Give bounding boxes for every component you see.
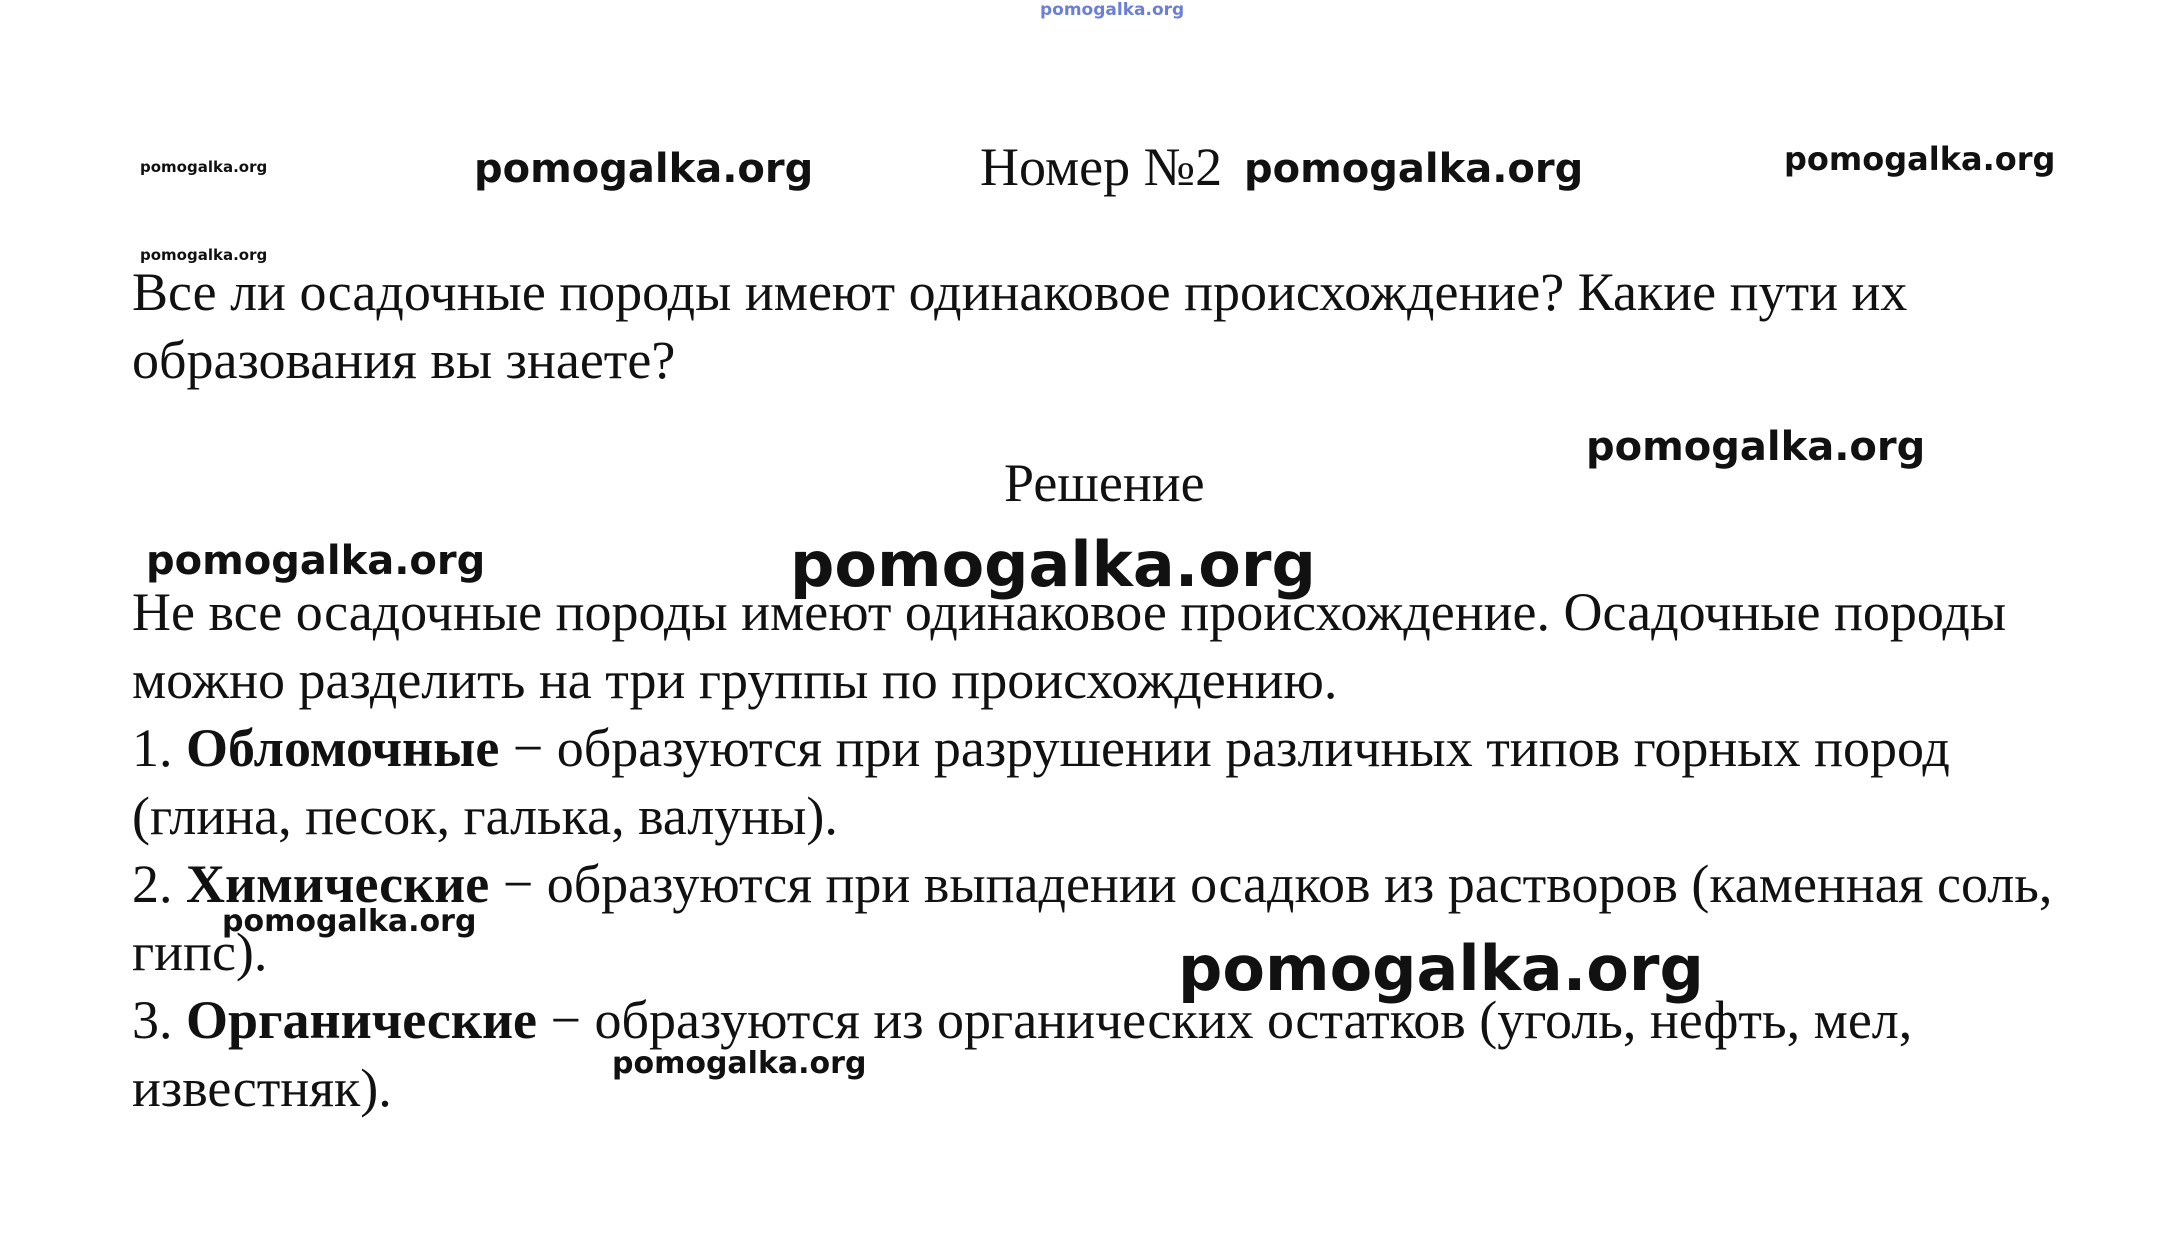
item-number: 1. — [132, 718, 173, 778]
answer-block — [132, 578, 2112, 1122]
watermark-large-lower: pomogalka.org — [1178, 932, 1704, 1005]
answer-item-1 — [132, 714, 2112, 850]
item-term: Обломочные — [186, 718, 500, 778]
watermark-header-center: pomogalka.org — [1244, 146, 1584, 192]
watermark-bottom: pomogalka.org — [612, 1046, 867, 1081]
item-term: Органические — [186, 990, 538, 1050]
solution-heading: Решение — [1004, 453, 1205, 513]
watermark-solution-left: pomogalka.org — [146, 538, 486, 584]
watermark-header-right: pomogalka.org — [1784, 140, 2056, 178]
watermark-small-top-left: pomogalka.org — [140, 158, 268, 176]
question-text: Все ли осадочные породы имеют одинаковое происхождение? Какие пути их образования вы знаете? — [132, 262, 1908, 390]
watermark-solution-right: pomogalka.org — [1586, 424, 1926, 470]
item-text: − образуются при выпадении осадков из растворов (каменная соль, гипс). — [132, 854, 2053, 982]
item-text: − образуются из органических остатков (уголь, нефть, мел, известняк). — [132, 990, 1913, 1118]
item-number: 2. — [132, 854, 173, 914]
answer-item-3 — [132, 986, 2112, 1122]
page-title: Номер №2 — [980, 137, 1223, 197]
watermark-top: pomogalka.org — [1040, 0, 1185, 20]
answer-intro: Не все осадочные породы имеют одинаковое происхождение. Осадочные породы можно разделить на три группы по происхождению. — [132, 582, 2007, 710]
watermark-large-center: pomogalka.org — [790, 528, 1316, 601]
item-term: Химические — [186, 854, 490, 914]
item-text: − образуются при разрушении различных типов горных пород (глина, песок, галька, валуны). — [132, 718, 1950, 846]
watermark-small-question: pomogalka.org — [140, 246, 268, 264]
watermark-header-left: pomogalka.org — [474, 146, 814, 192]
watermark-item2-left: pomogalka.org — [222, 904, 477, 939]
item-number: 3. — [132, 990, 173, 1050]
